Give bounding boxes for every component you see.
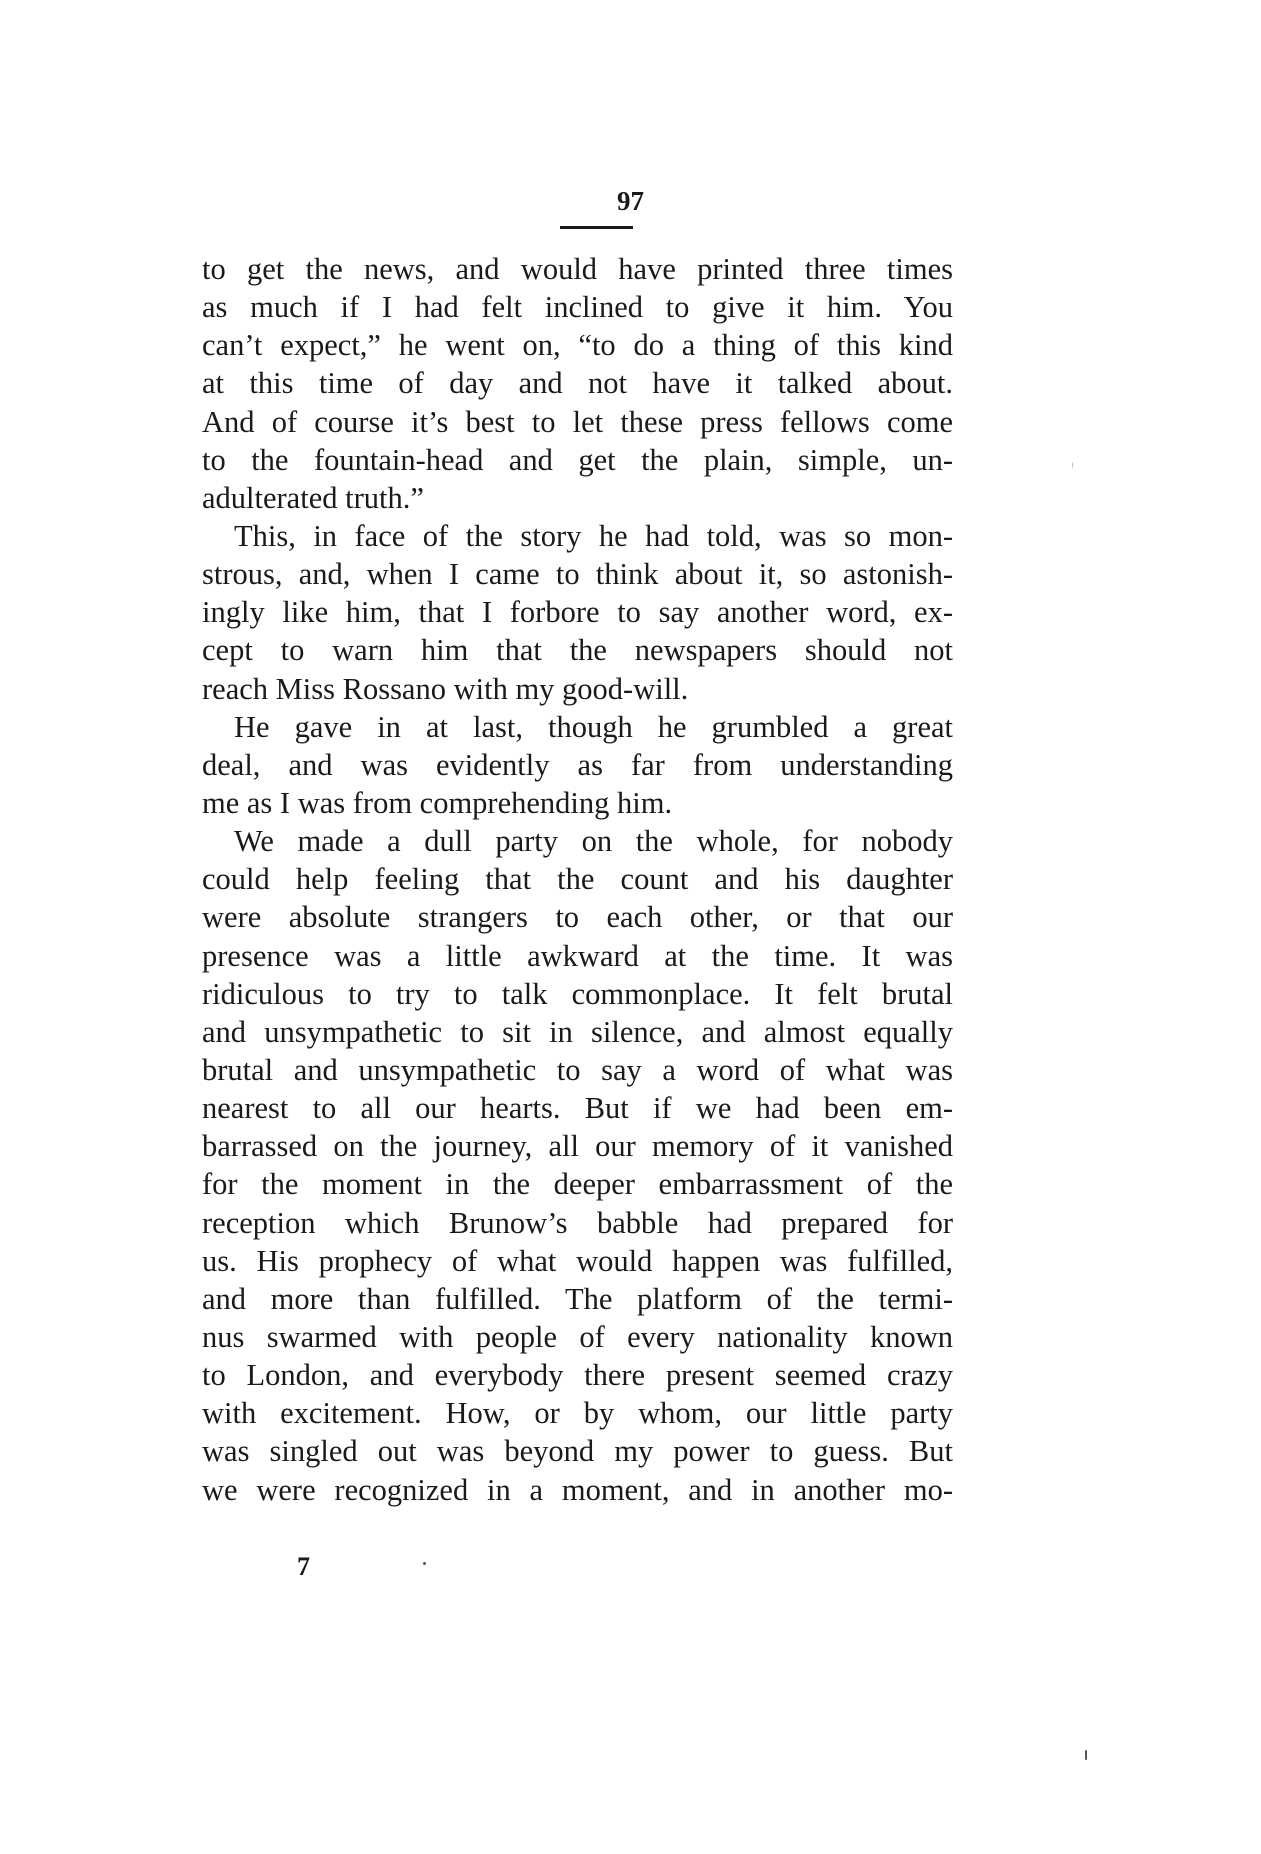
text-line: to get the news, and would have printed three times bbox=[202, 252, 953, 286]
text-line: with excitement. How, or by whom, our little party bbox=[202, 1396, 953, 1431]
text-line: were absolute strangers to each other, or that our bbox=[202, 900, 953, 935]
text-line: deal, and was evidently as far from understanding bbox=[202, 747, 953, 782]
text-line: This, in face of the story he had told, was so mon- bbox=[234, 518, 953, 553]
text-line: ingly like him, that I forbore to say another word, ex- bbox=[202, 595, 953, 630]
text-line: ridiculous to try to talk commonplace. It felt brutal bbox=[202, 976, 953, 1011]
text-line: at this time of day and not have it talked about. bbox=[202, 366, 953, 401]
text-line: and unsympathetic to sit in silence, and almost equally bbox=[202, 1014, 953, 1049]
text-line: And of course it’s best to let these press fellows come bbox=[202, 404, 953, 439]
scan-speck bbox=[423, 1562, 426, 1565]
text-line: us. His prophecy of what would happen was fulfilled, bbox=[202, 1243, 953, 1278]
text-line: could help feeling that the count and his daughter bbox=[202, 862, 953, 897]
text-line: me as I was from comprehending him. bbox=[202, 785, 673, 820]
text-line: cept to warn him that the newspapers should not bbox=[202, 633, 953, 668]
text-line: for the moment in the deeper embarrassment of the bbox=[202, 1167, 953, 1202]
text-line: brutal and unsympathetic to say a word of what was bbox=[202, 1052, 953, 1087]
scan-speck bbox=[1072, 462, 1073, 468]
text-line: to the fountain-head and get the plain, simple, un- bbox=[202, 442, 953, 477]
text-line: reception which Brunow’s babble had prepared for bbox=[202, 1205, 953, 1240]
page-number: 97 bbox=[617, 186, 644, 216]
text-line: nearest to all our hearts. But if we had been em- bbox=[202, 1091, 953, 1126]
text-line: presence was a little awkward at the time. It was bbox=[202, 938, 953, 973]
text-line: strous, and, when I came to think about it, so astonish- bbox=[202, 557, 953, 592]
body-text bbox=[202, 250, 953, 1509]
text-line: reach Miss Rossano with my good-will. bbox=[202, 671, 689, 706]
text-line: adulterated truth.” bbox=[202, 480, 424, 515]
header-rule bbox=[560, 226, 633, 229]
text-line: as much if I had felt inclined to give it him. You bbox=[202, 290, 953, 325]
text-line: We made a dull party on the whole, for nobody bbox=[234, 824, 953, 859]
signature-mark: 7 bbox=[297, 1552, 310, 1581]
text-line: barrassed on the journey, all our memory of it vanished bbox=[202, 1129, 953, 1164]
text-line: was singled out was beyond my power to guess. But bbox=[202, 1434, 953, 1469]
text-line: nus swarmed with people of every nationality known bbox=[202, 1319, 953, 1354]
text-line: we were recognized in a moment, and in another mo- bbox=[202, 1472, 953, 1507]
text-line: He gave in at last, though he grumbled a great bbox=[234, 709, 953, 744]
text-line: and more than fulfilled. The platform of the termi- bbox=[202, 1281, 953, 1316]
text-line: to London, and everybody there present seemed crazy bbox=[202, 1358, 953, 1393]
text-line: can’t expect,” he went on, “to do a thing of this kind bbox=[202, 328, 953, 363]
scan-speck bbox=[1085, 1750, 1087, 1760]
